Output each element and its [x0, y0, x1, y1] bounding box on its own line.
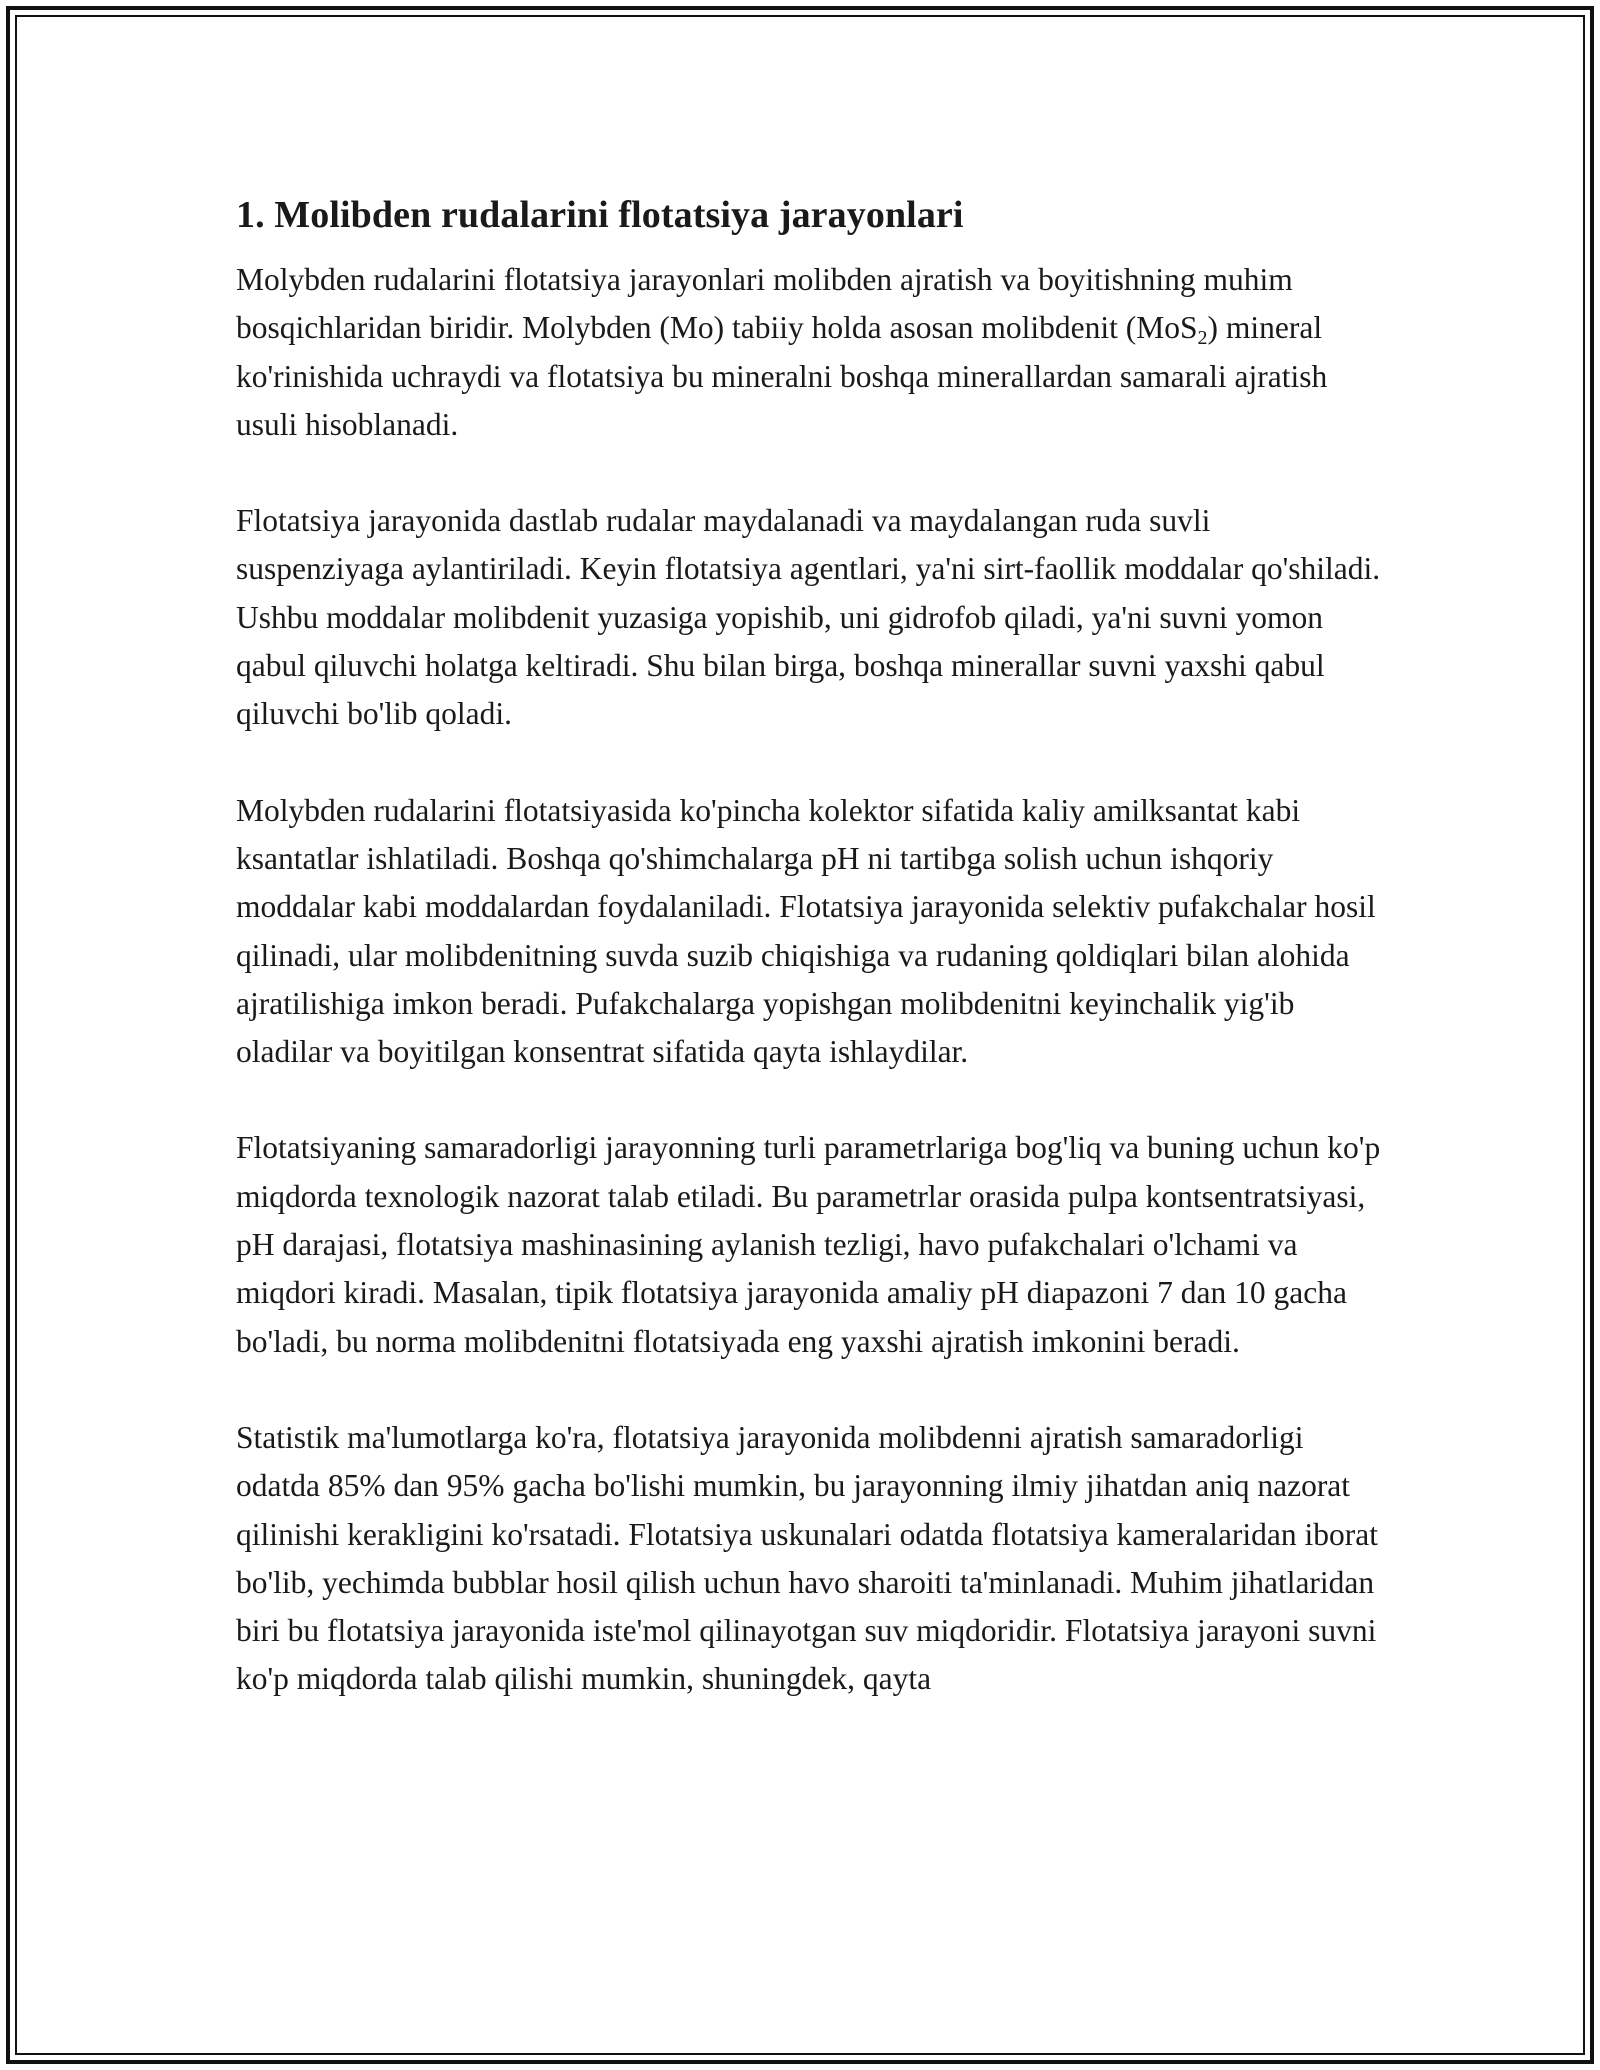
chemical-formula	[1136, 310, 1208, 350]
section-heading: 1. Molibden rudalarini flotatsiya jarayonlari	[236, 194, 964, 236]
formula-subscript: 2	[1197, 327, 1208, 350]
paragraph-statistics: Statistik ma'lumotlarga ko'ra, flotatsiya jarayonida molibdenni ajratish samaradorligi odatda 85% dan 95% gacha bo'lishi mumkin, bu jarayonning ilmiy jihatdan aniq nazorat qilinishi kerakligini ko'rsatadi. Flotatsiya uskunalari odatda flotatsiya kameralaridan iborat bo'lib, yechimda bubblar hosil qilish uchun havo sharoiti ta'minlanadi. Muhim jihatlaridan biri bu flotatsiya jarayonida iste'mol qilinayotgan suv miqdoridir. Flotatsiya jarayoni suvni ko'p miqdorda talab qilishi mumkin, shuningdek, qayta	[236, 1419, 1378, 1697]
formula-base: MoS	[1136, 310, 1198, 346]
paragraph-parameters: Flotatsiyaning samaradorligi jarayonning turli parametrlariga bog'liq va buning uchun ko'p miqdorda texnologik nazorat talab etiladi. Bu parametrlar orasida pulpa kontsentratsiyasi, pH darajasi, flotatsiya mashinasining aylanish tezligi, havo pufakchalari o'lchami va miqdori kiradi. Masalan, tipik flotatsiya jarayonida amaliy pH diapazoni 7 dan 10 gacha bo'ladi, bu norma molibdenitni flotatsiyada eng yaxshi ajratish imkonini beradi.	[236, 1130, 1381, 1359]
paragraph-intro-text-start: Molybden rudalarini flotatsiya jarayonlari molibden ajratish va boyitishning muhim bosqichlaridan biridir. Molybden (Mo) tabiiy holda asosan molibdenit (	[236, 262, 1293, 346]
paragraph-intro	[236, 256, 1386, 449]
paragraph-reagents: Molybden rudalarini flotatsiyasida ko'pincha kolektor sifatida kaliy amilksantat kabi ksantatlar ishlatiladi. Boshqa qo'shimchalarga pH ni tartibga solish uchun ishqoriy moddalar kabi moddalardan foydalaniladi. Flotatsiya jarayonida selektiv pufakchalar hosil qilinadi, ular molibdenitning suvda suzib chiqishiga va rudaning qoldiqlari bilan alohida ajratilishiga imkon beradi. Pufakchalarga yopishgan molibdenitni keyinchalik yig'ib oladilar va boyitilgan konsentrat sifatida qayta ishlaydilar.	[236, 792, 1376, 1070]
document-body	[236, 186, 1386, 1704]
paragraph-process: Flotatsiya jarayonida dastlab rudalar maydalanadi va maydalangan ruda suvli suspenziyaga aylantiriladi. Keyin flotatsiya agentlari, ya'ni sirt-faollik moddalar qo'shiladi. Ushbu moddalar molibdenit yuzasiga yopishib, uni gidrofob qiladi, ya'ni suvni yomon qabul qiluvchi holatga keltiradi. Shu bilan birga, boshqa minerallar suvni yaxshi qabul qiluvchi bo'lib qoladi.	[236, 503, 1381, 732]
paragraph-intro-text-end: ) mineral ko'rinishida uchraydi va flotatsiya bu mineralni boshqa minerallardan samarali ajratish usuli hisoblanadi.	[236, 310, 1328, 442]
